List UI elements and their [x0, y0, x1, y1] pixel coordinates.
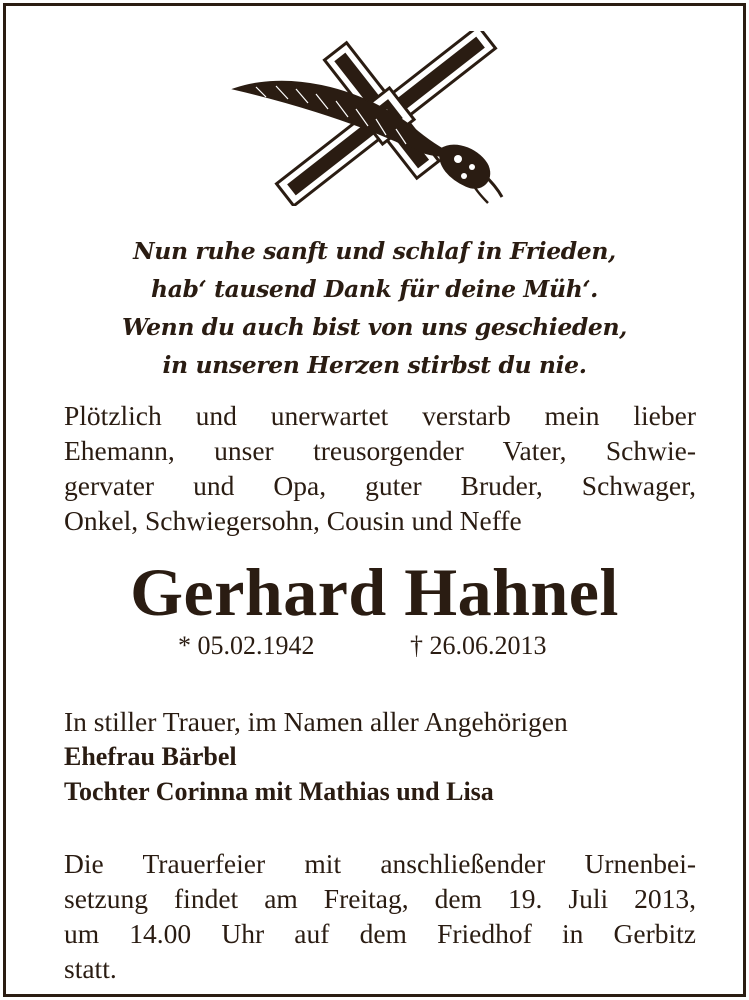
- mourner-name: Ehefrau Bärbel: [64, 742, 237, 771]
- obituary-notice: [3, 3, 746, 997]
- text-line: um 14.00 Uhr auf dem Friedhof in Gerbitz: [64, 918, 696, 949]
- text-line: Ehemann, unser treusorgender Vater, Schwie-: [64, 435, 696, 466]
- funeral-service-info: [64, 846, 696, 986]
- death-date: † 26.06.2013: [410, 631, 547, 660]
- memorial-poem: [6, 232, 743, 384]
- text-line: gervater und Opa, guter Bruder, Schwager,: [64, 470, 696, 501]
- text-line: statt.: [64, 953, 117, 984]
- deceased-name: Gerhard Hahnel: [130, 554, 619, 630]
- cross-with-palm-frond-icon: [226, 31, 546, 206]
- announcement-text: [64, 398, 696, 538]
- poem-line: in unseren Herzen stirbst du nie.: [162, 351, 587, 379]
- mourners-block: [64, 704, 696, 809]
- text-line: In stiller Trauer, im Namen aller Angehörigen: [64, 706, 568, 737]
- poem-line: hab‘ tausend Dank für deine Müh‘.: [151, 275, 598, 303]
- text-line: Onkel, Schwiegersohn, Cousin und Neffe: [64, 505, 522, 536]
- birth-date: * 05.02.1942: [178, 631, 315, 660]
- text-line: setzung findet am Freitag, dem 19. Juli 2013,: [64, 883, 696, 914]
- text-line: Die Trauerfeier mit anschließender Urnenbei-: [64, 848, 696, 879]
- text-line: Plötzlich und unerwartet verstarb mein lieber: [64, 400, 696, 431]
- mourner-name: Tochter Corinna mit Mathias und Lisa: [64, 777, 494, 806]
- poem-line: Nun ruhe sanft und schlaf in Frieden,: [133, 237, 616, 265]
- poem-line: Wenn du auch bist von uns geschieden,: [122, 313, 627, 341]
